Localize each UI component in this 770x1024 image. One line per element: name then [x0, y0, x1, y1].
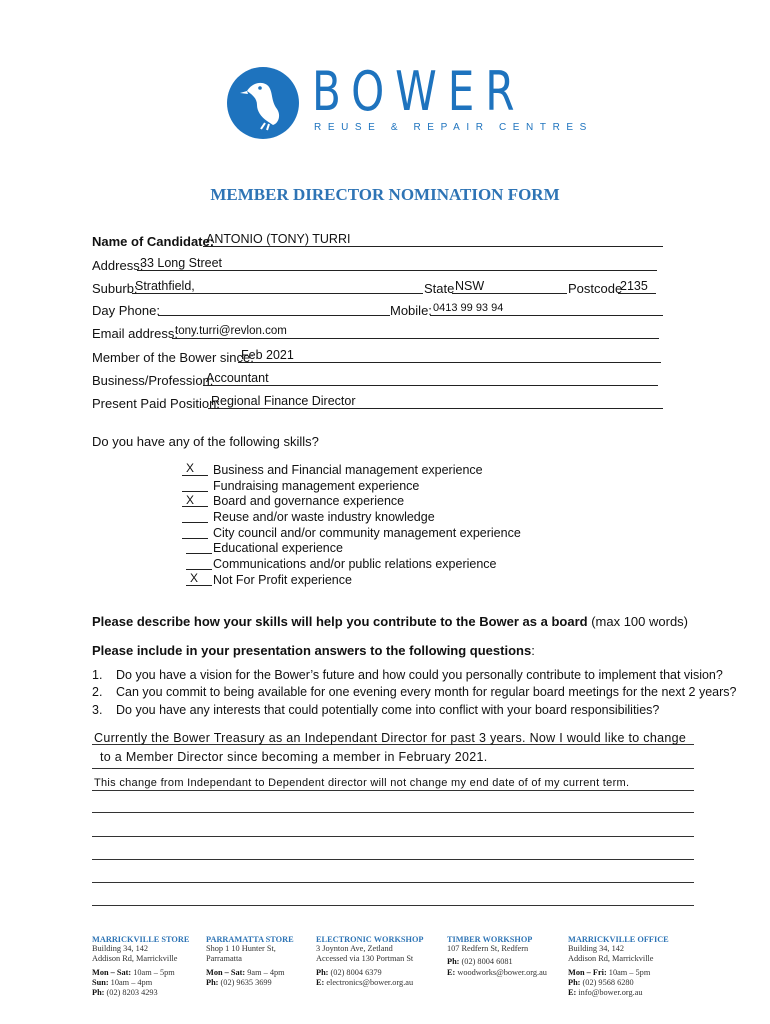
question-number: 2. — [92, 685, 103, 699]
mobile-line[interactable] — [430, 315, 663, 316]
suburb-value[interactable]: Strathfield, — [135, 279, 195, 293]
footer-phone-label: Ph: — [316, 967, 329, 977]
footer-email-label: E: — [568, 988, 577, 998]
describe-bold: Please describe how your skills will help you contribute to the Bower as a board — [92, 614, 588, 629]
include-normal: : — [531, 643, 535, 658]
footer-hours-value: 9am – 4pm — [245, 967, 285, 977]
skill-checkbox[interactable] — [182, 475, 208, 476]
skill-label: Communications and/or public relations experience — [213, 557, 497, 571]
footer-hours — [92, 968, 189, 978]
describe-normal: (max 100 words) — [587, 614, 688, 629]
footer-timber-workshop — [447, 935, 547, 978]
skill-label: Educational experience — [213, 541, 343, 555]
footer-address-line: Parramatta — [206, 954, 242, 964]
footer-heading: MARRICKVILLE OFFICE — [568, 935, 669, 944]
member-since-label: Member of the Bower since: — [92, 350, 254, 365]
position-label: Present Paid Position: — [92, 396, 220, 411]
footer-hours-value: 10am – 4pm — [108, 977, 153, 987]
skill-label: Board and governance experience — [213, 494, 405, 508]
footer-email[interactable] — [568, 988, 669, 998]
bird-icon — [227, 67, 299, 139]
answer-line[interactable] — [92, 905, 694, 906]
footer-hours-label: Sun: — [92, 977, 109, 987]
skill-label: City council and/or community management experience — [213, 526, 521, 540]
address-line[interactable] — [137, 270, 657, 271]
mobile-value[interactable]: 0413 99 93 94 — [433, 302, 504, 314]
footer-address-line: 3 Joynton Ave, Zetland — [316, 944, 393, 953]
footer-hours — [568, 968, 669, 978]
logo-tagline: REUSE & REPAIR CENTRES — [314, 122, 593, 133]
answer-line[interactable] — [92, 812, 694, 813]
dayphone-line[interactable] — [158, 315, 390, 316]
footer-hours-value: 10am – 5pm — [131, 967, 175, 977]
position-line[interactable] — [208, 408, 663, 409]
skill-label: Fundraising management experience — [213, 479, 420, 493]
suburb-label: Suburb: — [92, 281, 138, 296]
footer-address-line: Building 34, 142 — [568, 944, 625, 953]
state-value[interactable]: NSW — [455, 279, 485, 293]
address-value[interactable]: 33 Long Street — [140, 256, 223, 270]
footer-phone — [316, 968, 424, 978]
state-line[interactable] — [452, 293, 567, 294]
question-number: 1. — [92, 668, 103, 682]
skill-mark: X — [190, 571, 199, 585]
footer-email[interactable] — [316, 978, 424, 988]
skill-label: Not For Profit experience — [213, 573, 352, 587]
include-instruction — [92, 643, 535, 659]
name-value[interactable]: ANTONIO (TONY) TURRI — [206, 232, 351, 246]
dayphone-label: Day Phone: — [92, 303, 160, 318]
footer-phone — [92, 988, 189, 998]
answer-line[interactable] — [92, 836, 694, 837]
answer-line[interactable] — [92, 882, 694, 883]
footer-phone — [568, 978, 669, 988]
name-line[interactable] — [203, 246, 663, 247]
include-bold: Please include in your presentation answers to the following questions — [92, 643, 532, 658]
skill-checkbox[interactable] — [182, 522, 208, 523]
footer-marrickville-store — [92, 935, 189, 998]
footer-phone — [447, 957, 547, 967]
member-since-value[interactable]: Feb 2021 — [241, 348, 294, 362]
address-label: Address: — [92, 258, 144, 273]
skill-mark: X — [186, 461, 195, 475]
footer-address-line: Shop 1 10 Hunter St, — [206, 944, 276, 953]
footer-phone — [206, 978, 294, 988]
business-value[interactable]: Accountant — [206, 371, 269, 385]
footer-hours-label: Mon – Sat: — [92, 967, 132, 977]
footer-phone-value: (02) 8004 6081 — [459, 957, 513, 967]
member-since-line[interactable] — [238, 362, 661, 363]
footer-address-line: Building 34, 142 — [92, 944, 149, 953]
mobile-label: Mobile: — [390, 303, 432, 318]
question-text: Do you have a vision for the Bower’s future and how could you personally contribute to implement that vision? — [116, 668, 723, 682]
footer-hours — [206, 968, 294, 978]
footer-heading: MARRICKVILLE STORE — [92, 935, 190, 944]
postcode-label: Postcode — [568, 281, 623, 296]
position-value[interactable]: Regional Finance Director — [211, 394, 356, 408]
skill-label: Business and Financial management experience — [213, 463, 483, 477]
footer-address-line: Addison Rd, Marrickville — [568, 954, 654, 964]
footer-email[interactable] — [447, 968, 547, 978]
skill-checkbox[interactable] — [182, 491, 208, 492]
email-value[interactable]: tony.turri@revlon.com — [175, 325, 287, 337]
question-number: 3. — [92, 703, 103, 717]
email-line[interactable] — [172, 338, 659, 339]
footer-phone-label: Ph: — [92, 988, 105, 998]
footer-heading: ELECTRONIC WORKSHOP — [316, 935, 424, 944]
footer-phone-value: (02) 8004 6379 — [328, 967, 382, 977]
skill-checkbox[interactable] — [186, 553, 212, 554]
footer-hours-label: Mon – Fri: — [568, 967, 607, 977]
postcode-line[interactable] — [618, 293, 656, 294]
footer-email-value[interactable]: info@bower.org.au — [576, 988, 643, 998]
email-label: Email address: — [92, 326, 178, 341]
bower-logo-circle — [227, 67, 299, 139]
skill-mark: X — [186, 493, 195, 507]
form-title: MEMBER DIRECTOR NOMINATION FORM — [210, 185, 560, 204]
footer-address-line: 107 Redfern St, Redfern — [447, 944, 529, 953]
answer-line[interactable] — [92, 768, 694, 769]
skill-label: Reuse and/or waste industry knowledge — [213, 510, 435, 524]
answer-text[interactable]: This change from Independant to Dependent director will not change my end date of of my current term. — [94, 777, 630, 789]
footer-electronic-workshop — [316, 935, 424, 988]
question-text: Can you commit to being available for one evening every month for regular board meetings for the next 2 years? — [116, 685, 737, 699]
skill-checkbox[interactable] — [186, 569, 212, 570]
skill-checkbox[interactable] — [186, 585, 212, 586]
footer-address-line: Accessed via 130 Portman St — [316, 954, 414, 964]
footer-hours-value: 10am – 5pm — [606, 967, 651, 977]
footer-phone-value: (02) 9568 6280 — [580, 977, 634, 987]
skills-list — [182, 461, 521, 592]
skill-checkbox[interactable] — [182, 538, 208, 539]
footer-email-value[interactable]: electronics@bower.org.au — [324, 977, 414, 987]
footer-address-line: Addison Rd, Marrickville — [92, 954, 178, 964]
footer-phone-label: Ph: — [568, 977, 581, 987]
state-label: State — [424, 281, 455, 296]
footer-email-label: E: — [447, 967, 456, 977]
footer-email-label: E: — [316, 977, 325, 987]
footer-parramatta-store — [206, 935, 294, 988]
answer-line[interactable] — [92, 790, 694, 791]
footer-email-value[interactable]: woodworks@bower.org.au — [455, 967, 547, 977]
postcode-value[interactable]: 2135 — [620, 279, 648, 293]
footer-heading: PARRAMATTA STORE — [206, 935, 294, 944]
question-text: Do you have any interests that could potentially come into conflict with your board responsibilities? — [116, 703, 660, 717]
business-line[interactable] — [203, 385, 658, 386]
footer-heading: TIMBER WORKSHOP — [447, 935, 533, 944]
name-label: Name of Candidate: — [92, 234, 215, 249]
answer-text[interactable]: to a Member Director since becoming a member in February 2021. — [100, 750, 488, 764]
footer-marrickville-office — [568, 935, 669, 998]
describe-instruction — [92, 614, 688, 630]
footer-phone-label: Ph: — [447, 957, 460, 967]
footer-phone-label: Ph: — [206, 977, 219, 987]
footer-phone-value: (02) 8203 4293 — [104, 988, 158, 998]
answer-line[interactable] — [92, 859, 694, 860]
suburb-line[interactable] — [132, 293, 423, 294]
footer-hours-label: Mon – Sat: — [206, 967, 246, 977]
business-label: Business/Profession: — [92, 373, 214, 388]
skills-question: Do you have any of the following skills? — [92, 434, 319, 449]
footer-phone-value: (02) 9635 3699 — [218, 977, 272, 987]
logo-wordmark: BOWER — [312, 60, 526, 123]
footer-hours — [92, 978, 189, 988]
answer-text[interactable]: Currently the Bower Treasury as an Independant Director for past 3 years. Now I would like to change — [94, 731, 687, 745]
